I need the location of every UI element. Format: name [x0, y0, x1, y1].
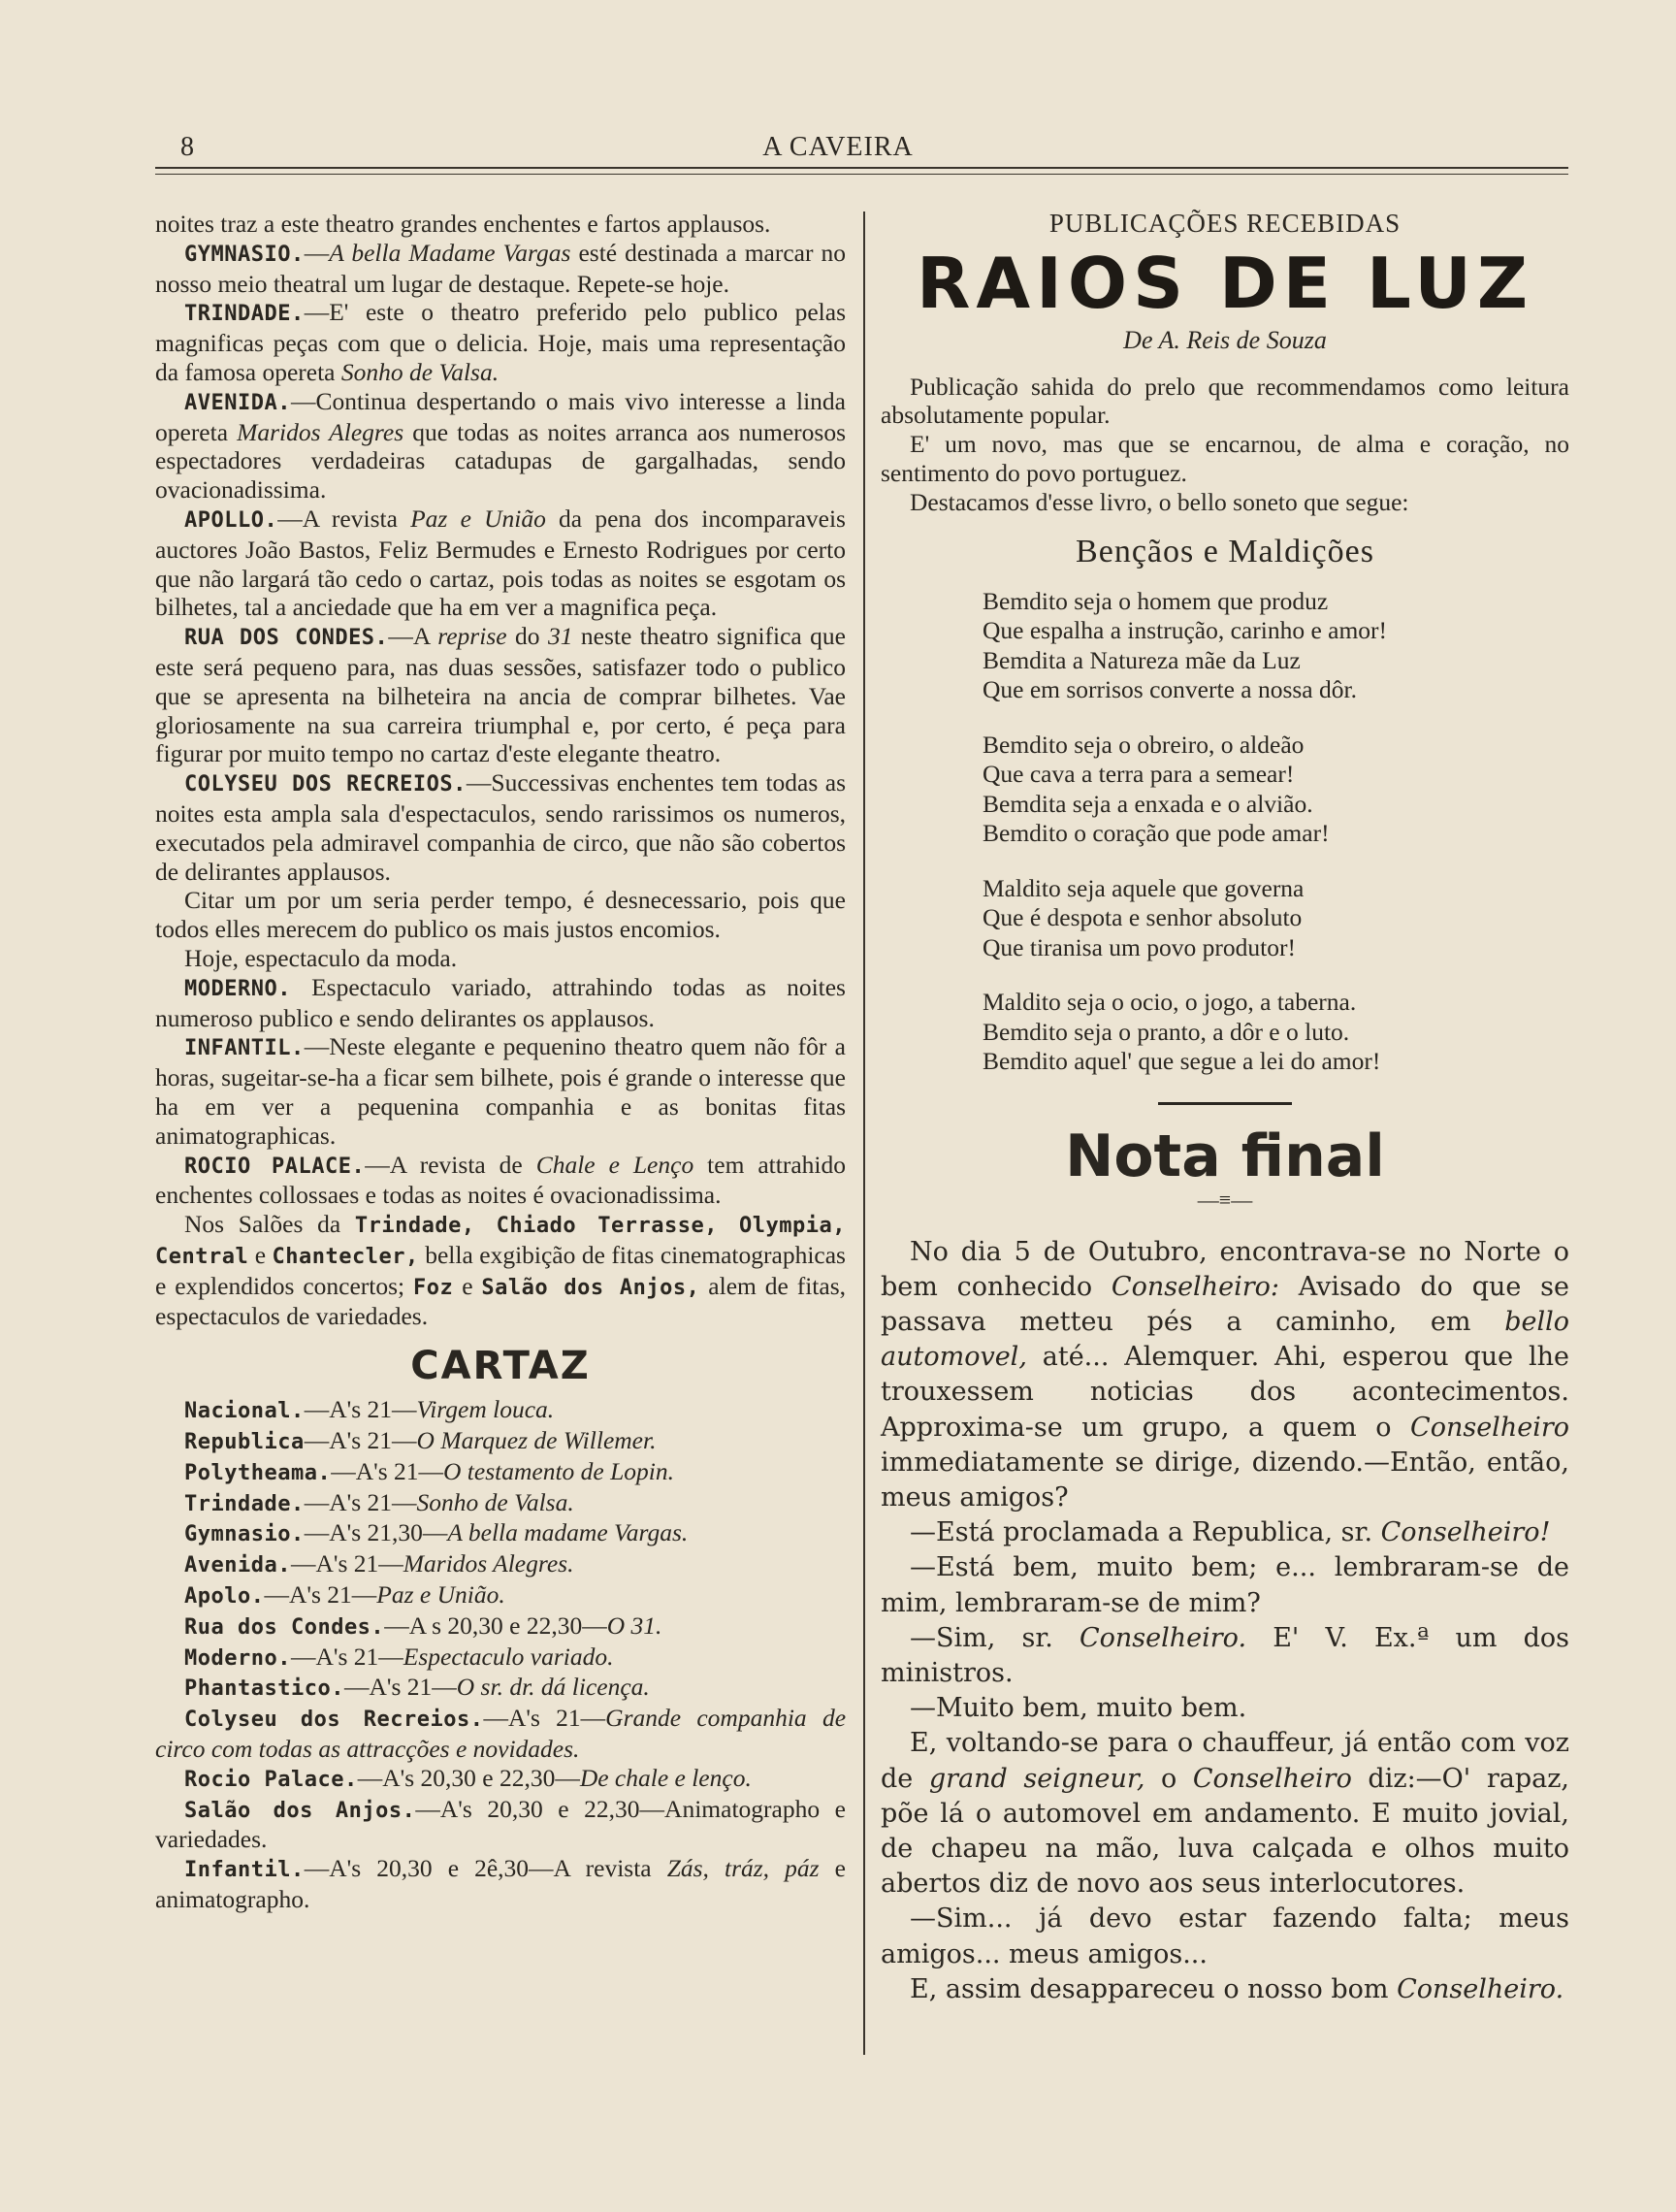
theatre-note-avenida: AVENIDA.—Continua despertando o mais vivo interesse a linda opereta Maridos Alegres que todas as noites arranca aos numerosos espectadores verdadeiras catadupas de gargalhadas, sendo ovacionadissima.: [155, 386, 846, 504]
paragraph: —Sim... já devo estar fazendo falta; meus amigos... meus amigos...: [881, 1903, 1569, 1969]
verse-line: Maldito seja aquele que governa: [983, 873, 1305, 902]
listing-item: Moderno.—A's 21—Espectaculo variado.: [184, 1642, 614, 1671]
listing-item: Infantil.—A's 20,30 e 2ê,30—A revista Zás, tráz, páz e animatographo.: [155, 1854, 846, 1914]
listing-item: Gymnasio.—A's 21,30—A bella madame Vargas.: [184, 1518, 689, 1547]
paragraph: —Está bem, muito bem; e... lembraram-se de mim, lembraram-se de mim?: [881, 1552, 1569, 1618]
heading-ornament: —≡—: [1197, 1187, 1253, 1212]
paragraph: Citar um por um seria perder tempo, é desnecessario, pois que todos elles merecem do publico os mais justos encomios.: [155, 886, 846, 944]
verse-line: Bemdito seja o pranto, a dôr e o luto.: [983, 1017, 1350, 1046]
left-column: [155, 210, 846, 1914]
theatre-note-apollo: APOLLO.—A revista Paz e União da pena dos incomparaveis auctores João Bastos, Feliz Bermudes e Ernesto Rodrigues por certo que não largará tão cedo o cartaz, pois todas as noites se esgotam os bilhetes, tal a anciedade que ha em ver a magnifica peça.: [155, 504, 846, 622]
verse-line: Maldito seja o ocio, o jogo, a taberna.: [983, 988, 1357, 1017]
sonnet-title: Bençãos e Maldições: [1076, 533, 1374, 569]
listing-item: Republica—A's 21—O Marquez de Willemer.: [184, 1426, 657, 1455]
listing-item: Nacional.—A's 21—Virgem louca.: [184, 1395, 555, 1424]
listing-item: Rocio Palace.—A's 20,30 e 22,30—De chale e lenço.: [184, 1763, 752, 1792]
verse-line: Bemdita seja a enxada e o alvião.: [983, 789, 1313, 818]
theatre-note-gymnasio: GYMNASIO.—A bella Madame Vargas esté destinada a marcar no nosso meio theatral um lugar de destaque. Repete-se hoje.: [155, 238, 846, 298]
listing-item: Polytheama.—A's 21—O testamento de Lopin.: [184, 1456, 674, 1485]
paragraph: Hoje, espectaculo da moda.: [184, 943, 458, 972]
nota-final-body: [881, 1235, 1569, 2007]
section-heading: PUBLICAÇÕES RECEBIDAS: [1048, 209, 1402, 238]
theatre-note-saloes: Nos Salões da Trindade, Chiado Terrasse, Olympia, Central e Chantecler, bella exgibição de fitas cinematographicas e explendidos concertos; Foz e Salão dos Anjos, alem de fitas, espectaculos de variedades.: [155, 1210, 847, 1331]
nota-final-heading: Nota final: [1065, 1122, 1385, 1190]
listing-item: Trindade.—A's 21—Sonho de Valsa.: [184, 1487, 574, 1516]
verse-line: Que em sorrisos converte a nossa dôr.: [983, 675, 1357, 704]
listing-item: Avenida.—A's 21—Maridos Alegres.: [184, 1549, 574, 1578]
listing-item: Colyseu dos Recreios.—A's 21—Grande companhia de circo com todas as attracções e novidades.: [155, 1704, 847, 1764]
header-rule: [155, 167, 1568, 169]
theatre-note-colyseu: COLYSEU DOS RECREIOS.—Successivas enchentes tem todas as noites esta ampla sala d'espectaculos, sendo rarissimos os numeros, executados pela admiravel companhia de circo, que não são cobertos de delirantes applausos.: [155, 768, 846, 886]
verse-line: Que cava a terra para a semear!: [983, 760, 1295, 789]
theatre-note-rocio: ROCIO PALACE.—A revista de Chale e Lenço tem attrahido enchentes collossaes e todas as noites é ovacionadissima.: [155, 1150, 846, 1210]
masthead-title: A CAVEIRA: [762, 132, 914, 162]
header-rule-thin: [155, 174, 1568, 175]
paragraph: noites traz a este theatro grandes enchentes e fartos applausos.: [155, 210, 771, 238]
verse-line: Bemdito o coração que pode amar!: [983, 819, 1330, 848]
theatre-note-moderno: MODERNO. Espectaculo variado, attrahindo todas as noites numeroso publico e sendo delirantes os applausos.: [155, 972, 846, 1032]
theatre-note-infantil: INFANTIL.—Neste elegante e pequenino theatro quem não fôr a horas, sugeitar-se-ha a ficar sem bilhete, pois é grande o interesse que ha em ver a pequenina companhia e as bonitas fitas animatographicas.: [155, 1032, 846, 1150]
listing-item: Salão dos Anjos.—A's 20,30 e 22,30—Animatographo e variedades.: [155, 1794, 846, 1854]
sonnet-stanza: [983, 874, 1569, 963]
verse-line: Que tiranisa um povo produtor!: [983, 932, 1296, 961]
book-author: De A. Reis de Souza: [1123, 325, 1327, 354]
listing-item: Rua dos Condes.—A s 20,30 e 22,30—O 31.: [184, 1610, 662, 1640]
paragraph: —Muito bem, muito bem.: [910, 1693, 1247, 1724]
paragraph: —Sim, sr. Conselheiro. E' V. Ex.ª um dos ministros.: [881, 1622, 1569, 1689]
verse-line: Que espalha a instrução, carinho e amor!: [983, 616, 1388, 645]
listing-item: Phantastico.—A's 21—O sr. dr. dá licença.: [184, 1673, 650, 1702]
paragraph: E' um novo, mas que se encarnou, de alma e coração, no sentimento do povo portuguez.: [881, 430, 1569, 487]
paragraph: —Está proclamada a Republica, sr. Conselheiro!: [910, 1517, 1551, 1548]
verse-line: Que é despota e senhor absoluto: [983, 903, 1303, 932]
verse-line: Bemdito seja o homem que produz: [983, 586, 1329, 615]
paragraph: Destacamos d'esse livro, o bello soneto que segue:: [910, 487, 1409, 516]
right-column: [881, 210, 1569, 2007]
verse-line: Bemdita a Natureza mãe da Luz: [983, 645, 1301, 674]
theatre-note-condes: RUA DOS CONDES.—A reprise do 31 neste theatro significa que este será pequeno para, nas duas sessões, satisfazer todo o publico que se apresenta na bilheteira na ancia de comprar bilhetes. Vae gloriosamente na sua carreira triumphal e, por certo, é peça para figurar por muito tempo no cartaz d'este elegante theatro.: [155, 622, 846, 768]
section-rule: [1158, 1102, 1292, 1105]
column-divider: [863, 211, 865, 2055]
sonnet-stanza: [983, 731, 1569, 849]
paragraph: E, voltando-se para o chauffeur, já então com voz de grand seigneur, o Conselheiro diz:—O' rapaz, põe lá o automovel em andamento. E muito jovial, de chapeu na mão, luva calçada e olhos muito abertos diz de novo aos seus interlocutores.: [881, 1728, 1570, 1900]
paragraph: Publicação sahida do prelo que recommendamos como leitura absolutamente popular.: [881, 372, 1569, 430]
book-title: RAIOS DE LUZ: [916, 242, 1534, 324]
sonnet-stanza: [983, 587, 1569, 705]
sonnet-stanza: [983, 988, 1569, 1077]
cartaz-heading: CARTAZ: [410, 1344, 591, 1389]
paragraph: E, assim desappareceu o nosso bom Conselheiro.: [910, 1973, 1564, 2004]
listing-item: Apolo.—A's 21—Paz e União.: [184, 1580, 505, 1610]
verse-line: Bemdito seja o obreiro, o aldeão: [983, 730, 1305, 759]
page-number: 8: [180, 132, 194, 162]
verse-line: Bemdito aquel' que segue a lei do amor!: [983, 1047, 1381, 1076]
paragraph: No dia 5 de Outubro, encontrava-se no Norte o bem conhecido Conselheiro: Avisado do que se passava metteu pés a caminho, em bello automovel, até... Alemquer. Ahi, esperou que lhe trouxessem noticias dos acontecimentos. Approxima-se um grupo, a quem o Conselheiro immediatamente se dirige, dizendo.—Então, então, meus amigos?: [881, 1236, 1570, 1513]
theatre-note-trindade: TRINDADE.—E' este o theatro preferido pelo publico pelas magnificas peças com que o delicia. Hoje, mais uma representação da famosa opereta Sonho de Valsa.: [155, 298, 846, 386]
